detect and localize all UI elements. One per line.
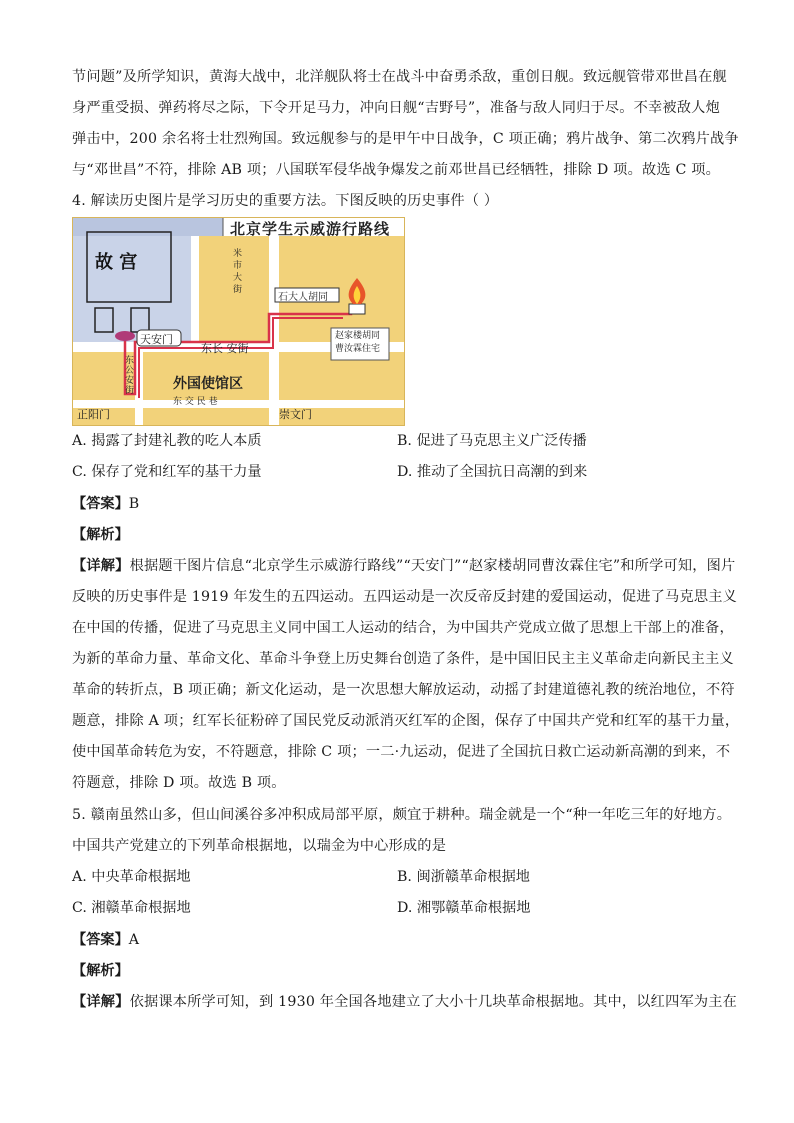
question-4-analysis-label: 【解析】: [72, 527, 129, 543]
question-5-option-a: A. 中央革命根据地: [72, 869, 191, 885]
residence-icon: [349, 304, 365, 314]
map-label-legation: 外国使馆区: [173, 376, 243, 392]
palace-area: [73, 218, 191, 346]
question-4-option-c: C. 保存了党和红军的基干力量: [72, 464, 262, 480]
tiananmen-crowd-marker: [115, 331, 135, 341]
map-label-jiaomin: 东 交 民 巷: [173, 397, 218, 407]
map-label-mishi: 米 市 大 街: [233, 249, 243, 295]
question-4-detail-line: [72, 556, 736, 576]
answer-label: 【答案】: [72, 932, 129, 948]
detail-text: 依据课本所学可知，到 1930 年全国各地建立了大小十几块革命根据地。其中，以红四军为主在: [129, 994, 738, 1010]
question-5-option-d: D. 湘鄂赣革命根据地: [397, 900, 531, 916]
question-4-answer: [72, 494, 139, 514]
question-4-detail-line: 题意，排除 A 项；红军长征粉碎了国民党反动派消灭红军的企图，保存了中国共产党和红军的基干力量，: [72, 713, 740, 729]
map-label-changan: 东长 安街: [201, 342, 249, 355]
question-5-option-c: C. 湘赣革命根据地: [72, 900, 191, 916]
detail-label: 【详解】: [72, 558, 130, 574]
answer-value: B: [128, 496, 140, 512]
map-label-palace: 故 宫: [95, 252, 138, 273]
question-5-stem: 中国共产党建立的下列革命根据地，以瑞金为中心形成的是: [72, 838, 447, 854]
question-4-detail-line: 在中国的传播，促进了马克思主义同中国工人运动的结合，为中国共产党成立做了思想上干部上的准备，: [72, 620, 734, 636]
question-5-stem: 5. 赣南虽然山多，但山间溪谷多冲积成局部平原，颇宜于耕种。瑞金就是一个“种一年吃三年的好地方。: [72, 807, 732, 823]
question-4-option-d: D. 推动了全国抗日高潮的到来: [397, 464, 588, 480]
detail-text: 根据题干图片信息“北京学生示威游行路线”“天安门”“赵家楼胡同曹汝霖住宅”和所学可知，图片: [129, 558, 736, 574]
map-label-tiananmen: 天安门: [140, 333, 173, 346]
detail-label: 【详解】: [72, 994, 130, 1010]
question-4-detail-line: 符题意，排除 D 项。故选 B 项。: [72, 775, 286, 791]
question-4-stem: 4. 解读历史图片是学习历史的重要方法。下图反映的历史事件（ ）: [72, 193, 499, 209]
question-5-detail-line: [72, 992, 738, 1012]
question-4-option-b: B. 促进了马克思主义广泛传播: [397, 433, 587, 449]
question-5-option-b: B. 闽浙赣革命根据地: [397, 869, 530, 885]
palace-top-strip: [73, 218, 223, 236]
map-label-zhaojia: 赵家楼胡同 曹汝霖住宅: [335, 331, 381, 354]
street-jiaomin: [73, 400, 404, 408]
map-label-gongan: 东 公 安 街: [125, 356, 135, 396]
question-4-option-a: A. 揭露了封建礼教的吃人本质: [72, 433, 262, 449]
prev-explanation-line: 节问题”及所学知识，黄海大战中，北洋舰队将士在战斗中奋勇杀敌，重创日舰。致远舰管带邓世昌在舰: [72, 69, 727, 85]
question-4-detail-line: 反映的历史事件是 1919 年发生的五四运动。五四运动是一次反帝反封建的爱国运动，促进了马克思主义: [72, 589, 737, 605]
answer-label: 【答案】: [72, 496, 129, 512]
map-label-shidaren: 石大人胡同: [278, 292, 328, 303]
beijing-protest-route-map: [72, 217, 405, 426]
prev-explanation-line: 弹击中，200 余名将士壮烈殉国。致远舰参与的是甲午中日战争，C 项正确；鸦片战争、第二次鸦片战争: [72, 131, 739, 147]
street-vertical-mid: [191, 236, 199, 346]
answer-value: A: [128, 932, 140, 948]
question-4-detail-line: 使中国革命转危为安，不符题意，排除 C 项；一二·九运动，促进了全国抗日救亡运动新高潮的到来，不: [72, 744, 731, 760]
map-label-chongwen: 崇文门: [279, 408, 312, 421]
prev-explanation-line: 身严重受损、弹药将尽之际，下令开足马力，冲向日舰“吉野号”，准备与敌人同归于尽。不幸被敌人炮: [72, 100, 720, 116]
map-title: 北京学生示威游行路线: [230, 220, 391, 238]
question-4-detail-line: 为新的革命力量、革命文化、革命斗争登上历史舞台创造了条件，是中国旧民主主义革命走向新民主主义: [72, 651, 734, 667]
map-label-zhengyang: 正阳门: [77, 408, 110, 421]
question-5-answer: [72, 930, 139, 950]
prev-explanation-line: 与“邓世昌”不符，排除 AB 项；八国联军侵华战争爆发之前邓世昌已经牺牲，排除 D 项。故选 C 项。: [72, 162, 720, 178]
question-4-detail-line: 革命的转折点，B 项正确；新文化运动，是一次思想大解放运动，动摇了封建道德礼教的统治地位，不符: [72, 682, 735, 698]
question-5-analysis-label: 【解析】: [72, 963, 129, 979]
